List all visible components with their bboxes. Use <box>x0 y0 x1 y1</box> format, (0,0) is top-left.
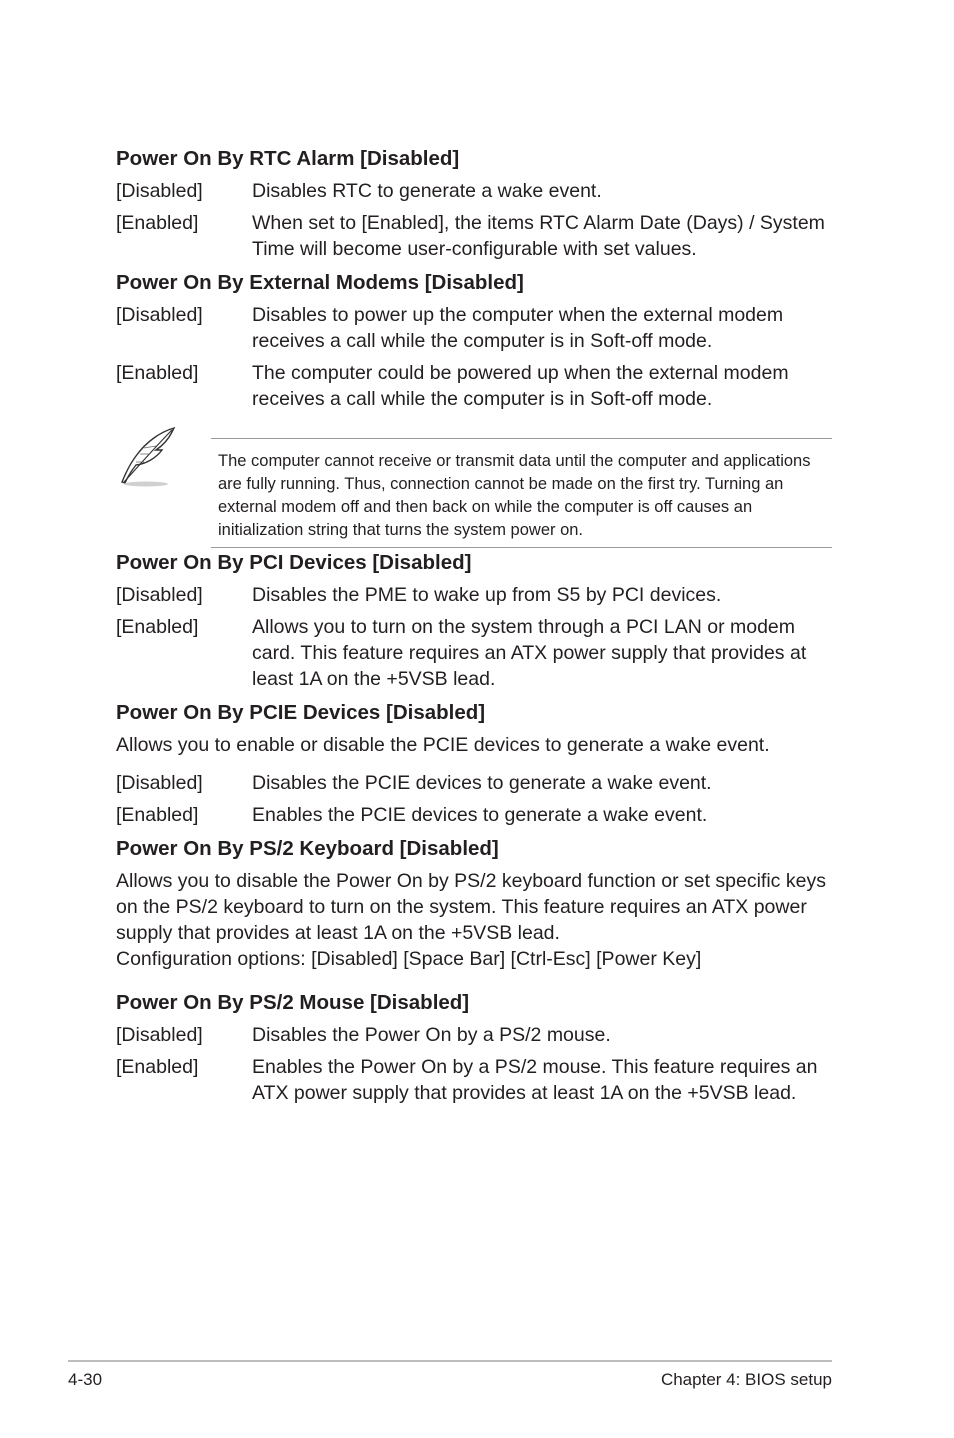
option-row <box>116 1022 832 1048</box>
option-desc: Disables RTC to generate a wake event. <box>252 180 602 202</box>
option-key: [Enabled] <box>116 362 199 384</box>
option-row <box>116 360 832 412</box>
config-options: Configuration options: [Disabled] [Space Bar] [Ctrl-Esc] [Power Key] <box>116 948 702 970</box>
option-key: [Disabled] <box>116 304 203 326</box>
feather-pen-icon <box>116 424 180 488</box>
option-row <box>116 770 832 796</box>
option-row <box>116 210 832 262</box>
note-box <box>116 424 832 539</box>
section-rtc-alarm <box>116 146 832 262</box>
section-heading: Power On By PCI Devices [Disabled] <box>116 551 472 574</box>
page-number: 4-30 <box>68 1370 103 1389</box>
note-divider-bottom <box>211 547 832 548</box>
option-desc: Enables the Power On by a PS/2 mouse. This feature requires an ATX power supply that provides at least 1A on the +5VSB lead. <box>252 1056 818 1104</box>
option-desc: Disables the PME to wake up from S5 by PCI devices. <box>252 584 722 606</box>
option-desc: When set to [Enabled], the items RTC Alarm Date (Days) / System Time will become user-configurable with set values. <box>252 212 825 260</box>
section-pci-devices <box>116 550 832 692</box>
option-key: [Enabled] <box>116 212 199 234</box>
note-divider-top <box>211 438 832 439</box>
option-desc: Enables the PCIE devices to generate a wake event. <box>252 804 708 826</box>
section-ps2-mouse <box>116 990 832 1106</box>
section-heading: Power On By PS/2 Keyboard [Disabled] <box>116 837 499 860</box>
section-heading: Power On By RTC Alarm [Disabled] <box>116 147 460 170</box>
option-desc: Disables the Power On by a PS/2 mouse. <box>252 1024 611 1046</box>
option-row <box>116 802 832 828</box>
option-desc: Disables to power up the computer when the external modem receives a call while the computer is in Soft-off mode. <box>252 304 784 352</box>
option-row <box>116 582 832 608</box>
section-heading: Power On By External Modems [Disabled] <box>116 271 524 294</box>
option-key: [Disabled] <box>116 772 203 794</box>
option-key: [Enabled] <box>116 804 199 826</box>
option-row <box>116 178 832 204</box>
footer-divider <box>68 1360 832 1362</box>
option-key: [Enabled] <box>116 1056 199 1078</box>
section-pcie-devices <box>116 700 832 828</box>
section-ps2-keyboard <box>116 836 832 972</box>
section-intro: Allows you to disable the Power On by PS/2 keyboard function or set specific keys on the PS/2 keyboard to turn on the system. This feature requires an ATX power supply that provides at least 1A on the +5VSB lead. <box>116 870 826 944</box>
note-text: The computer cannot receive or transmit data until the computer and applications are fully running. Thus, connection cannot be made on the first try. Turning an external modem off and then back on while the computer is off causes an initialization string that turns the system power on. <box>218 452 811 539</box>
option-key: [Disabled] <box>116 584 203 606</box>
option-desc: Allows you to turn on the system through a PCI LAN or modem card. This feature requires an ATX power supply that provides at least 1A on the +5VSB lead. <box>252 616 807 690</box>
page-content <box>116 146 832 1114</box>
option-key: [Enabled] <box>116 616 199 638</box>
section-external-modems <box>116 270 832 412</box>
option-desc: The computer could be powered up when the external modem receives a call while the computer is in Soft-off mode. <box>252 362 789 410</box>
option-row <box>116 614 832 692</box>
option-row <box>116 302 832 354</box>
section-heading: Power On By PCIE Devices [Disabled] <box>116 701 486 724</box>
option-desc: Disables the PCIE devices to generate a wake event. <box>252 772 712 794</box>
option-row <box>116 1054 832 1106</box>
section-heading: Power On By PS/2 Mouse [Disabled] <box>116 991 470 1014</box>
chapter-title: Chapter 4: BIOS setup <box>660 1370 832 1389</box>
section-intro: Allows you to enable or disable the PCIE devices to generate a wake event. <box>116 734 770 756</box>
option-key: [Disabled] <box>116 180 203 202</box>
option-key: [Disabled] <box>116 1024 203 1046</box>
